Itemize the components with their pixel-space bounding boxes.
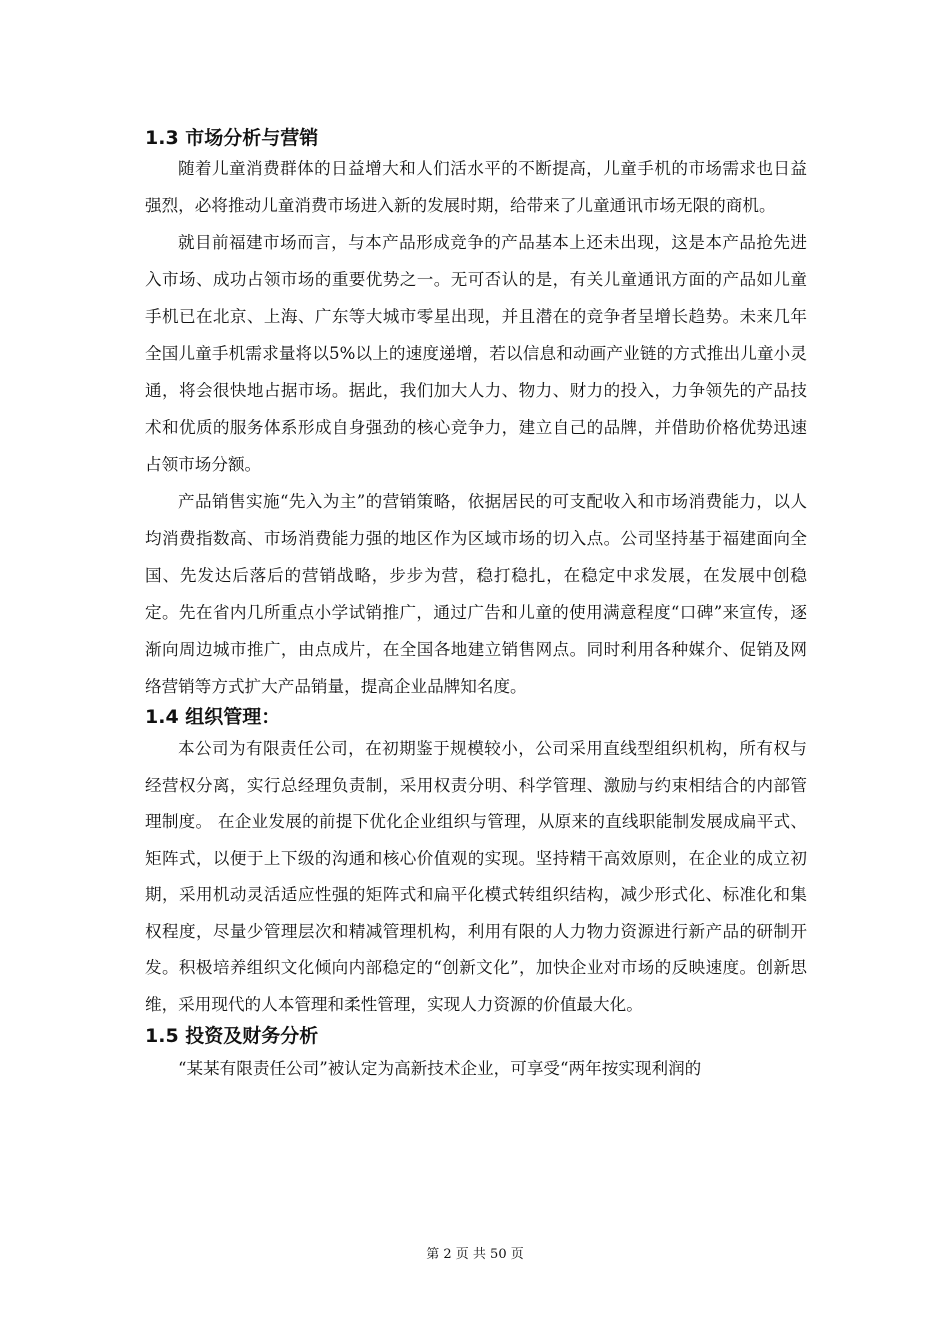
section-heading-1-4: 1.4 组织管理： <box>145 706 281 728</box>
section-heading-1-3: 1.3 市场分析与营销 <box>145 127 319 149</box>
paragraph-marketing-strategy: 产品销售实施“先入为主”的营销策略，依据居民的可支配收入和市场消费能力，以人均消费指数高、市场消费能力强的地区作为区域市场的切入点。公司坚持基于福建面向全国、先发达后落后的营销战略，步步为营，稳打稳扎，在稳定中求发展，在发展中创稳定。先在省内几所重点小学试销推广，通过广告和儿童的使用满意程度“口碑”来宣传，逐渐向周边城市推广，由点成片，在全国各地建立销售网点。同时利用各种媒介、促销及网络营销等方式扩大产品销量，提高企业品牌知名度。 <box>145 492 807 696</box>
section-heading-1-5: 1.5 投资及财务分析 <box>145 1025 319 1047</box>
paragraph-investment: “某某有限责任公司”被认定为高新技术企业，可享受“两年按实现利润的 <box>178 1059 702 1078</box>
page-content <box>145 120 807 1087</box>
paragraph-market-demand: 随着儿童消费群体的日益增大和人们活水平的不断提高，儿童手机的市场需求也日益强烈，必将推动儿童消费市场进入新的发展时期，给带来了儿童通讯市场无限的商机。 <box>145 159 807 215</box>
page-number-footer: 第 2 页 共 50 页 <box>426 1247 524 1262</box>
paragraph-organization: 本公司为有限责任公司，在初期鉴于规模较小，公司采用直线型组织机构，所有权与经营权分离，实行总经理负责制，采用权责分明、科学管理、激励与约束相结合的内部管理制度。 在企业发展的前提下优化企业组织与管理，从原来的直线职能制发展成扁平式、矩阵式，以便于上下级的沟通和核心价值观的实现。坚持精干高效原则，在企业的成立初期，采用机动灵活适应性强的矩阵式和扁平化模式转组织结构，减少形式化、标准化和集权程度，尽量少管理层次和精减管理机构，利用有限的人力物力资源进行新产品的研制开发。积极培养组织文化倾向内部稳定的“创新文化”，加快企业对市场的反映速度。创新思维，采用现代的人本管理和柔性管理，实现人力资源的价值最大化。 <box>145 739 807 1014</box>
paragraph-competition: 就目前福建市场而言，与本产品形成竞争的产品基本上还未出现，这是本产品抢先进入市场、成功占领市场的重要优势之一。无可否认的是，有关儿童通讯方面的产品如儿童手机已在北京、上海、广东等大城市零星出现，并且潜在的竞争者呈增长趋势。未来几年全国儿童手机需求量将以5%以上的速度递增，若以信息和动画产业链的方式推出儿童小灵通，将会很快地占据市场。据此，我们加大人力、物力、财力的投入，力争领先的产品技术和优质的服务体系形成自身强劲的核心竞争力，建立自己的品牌，并借助价格优势迅速占领市场分额。 <box>145 233 807 474</box>
